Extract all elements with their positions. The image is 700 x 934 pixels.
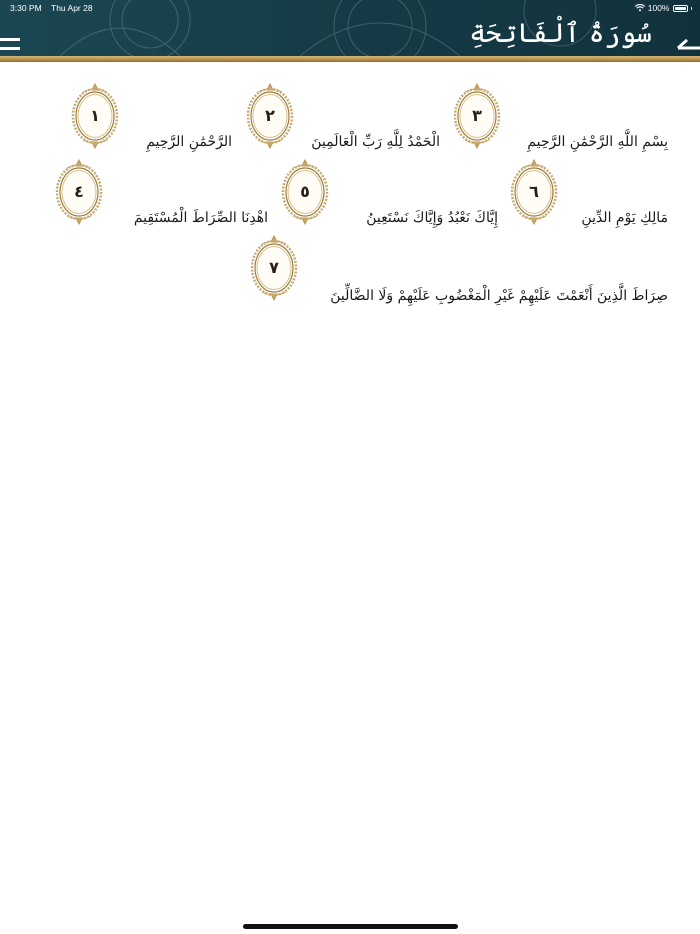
verse-2-text[interactable]: الْحَمْدُ لِلَّهِ رَبِّ الْعَالَمِينَ (311, 134, 440, 150)
hamburger-menu-icon-line (0, 47, 20, 50)
surah-title: سُورَةُ ٱلْفَاتِحَةِ (469, 18, 652, 49)
status-right (635, 3, 692, 13)
verse-6-text[interactable]: اهْدِنَا الصِّرَاطَ الْمُسْتَقِيمَ (133, 210, 268, 226)
status-time: 3:30 PM (10, 3, 42, 13)
verse-number-medallion-4[interactable] (55, 158, 103, 226)
header-gold-divider (0, 56, 700, 62)
back-arrow-icon (674, 28, 700, 52)
app-header (0, 0, 700, 56)
verse-number-medallion-5[interactable] (281, 158, 329, 226)
wifi-icon (635, 4, 645, 12)
battery-percent: 100% (647, 3, 670, 13)
verse-number-medallion-7[interactable] (250, 234, 298, 302)
battery-icon (673, 5, 688, 12)
verse-number: ١ (90, 106, 100, 125)
verse-number-medallion-6[interactable] (510, 158, 558, 226)
hamburger-menu-icon (0, 38, 20, 41)
verse-number: ٣ (472, 106, 482, 125)
verse-number-medallion-1[interactable] (71, 82, 119, 150)
verse-number-medallion-2[interactable] (246, 82, 294, 150)
verse-number-medallion-3[interactable] (453, 82, 501, 150)
status-date: Thu Apr 28 (51, 3, 93, 13)
verse-4-text[interactable]: مَالِكِ يَوْمِ الدِّينِ (581, 210, 668, 226)
verse-number: ٦ (529, 182, 539, 201)
menu-button[interactable] (0, 38, 22, 54)
verse-number: ٧ (269, 258, 279, 277)
back-button[interactable] (674, 28, 700, 52)
verse-number: ٥ (300, 182, 310, 201)
verse-number: ٢ (265, 106, 275, 125)
battery-cap (691, 7, 693, 10)
verse-number: ٤ (74, 182, 84, 201)
verse-1-text[interactable]: بِسْمِ اللَّهِ الرَّحْمَٰنِ الرَّحِيمِ (527, 134, 668, 150)
verse-7-text[interactable]: صِرَاطَ الَّذِينَ أَنْعَمْتَ عَلَيْهِمْ غَيْرِ الْمَغْضُوبِ عَلَيْهِمْ وَلَا الضَّالِّينَ (330, 288, 668, 304)
home-indicator[interactable] (243, 924, 458, 929)
verse-3-text[interactable]: الرَّحْمَٰنِ الرَّحِيمِ (146, 134, 232, 150)
verse-5-text[interactable]: إِيَّاكَ نَعْبُدُ وَإِيَّاكَ نَسْتَعِينُ (366, 210, 498, 226)
